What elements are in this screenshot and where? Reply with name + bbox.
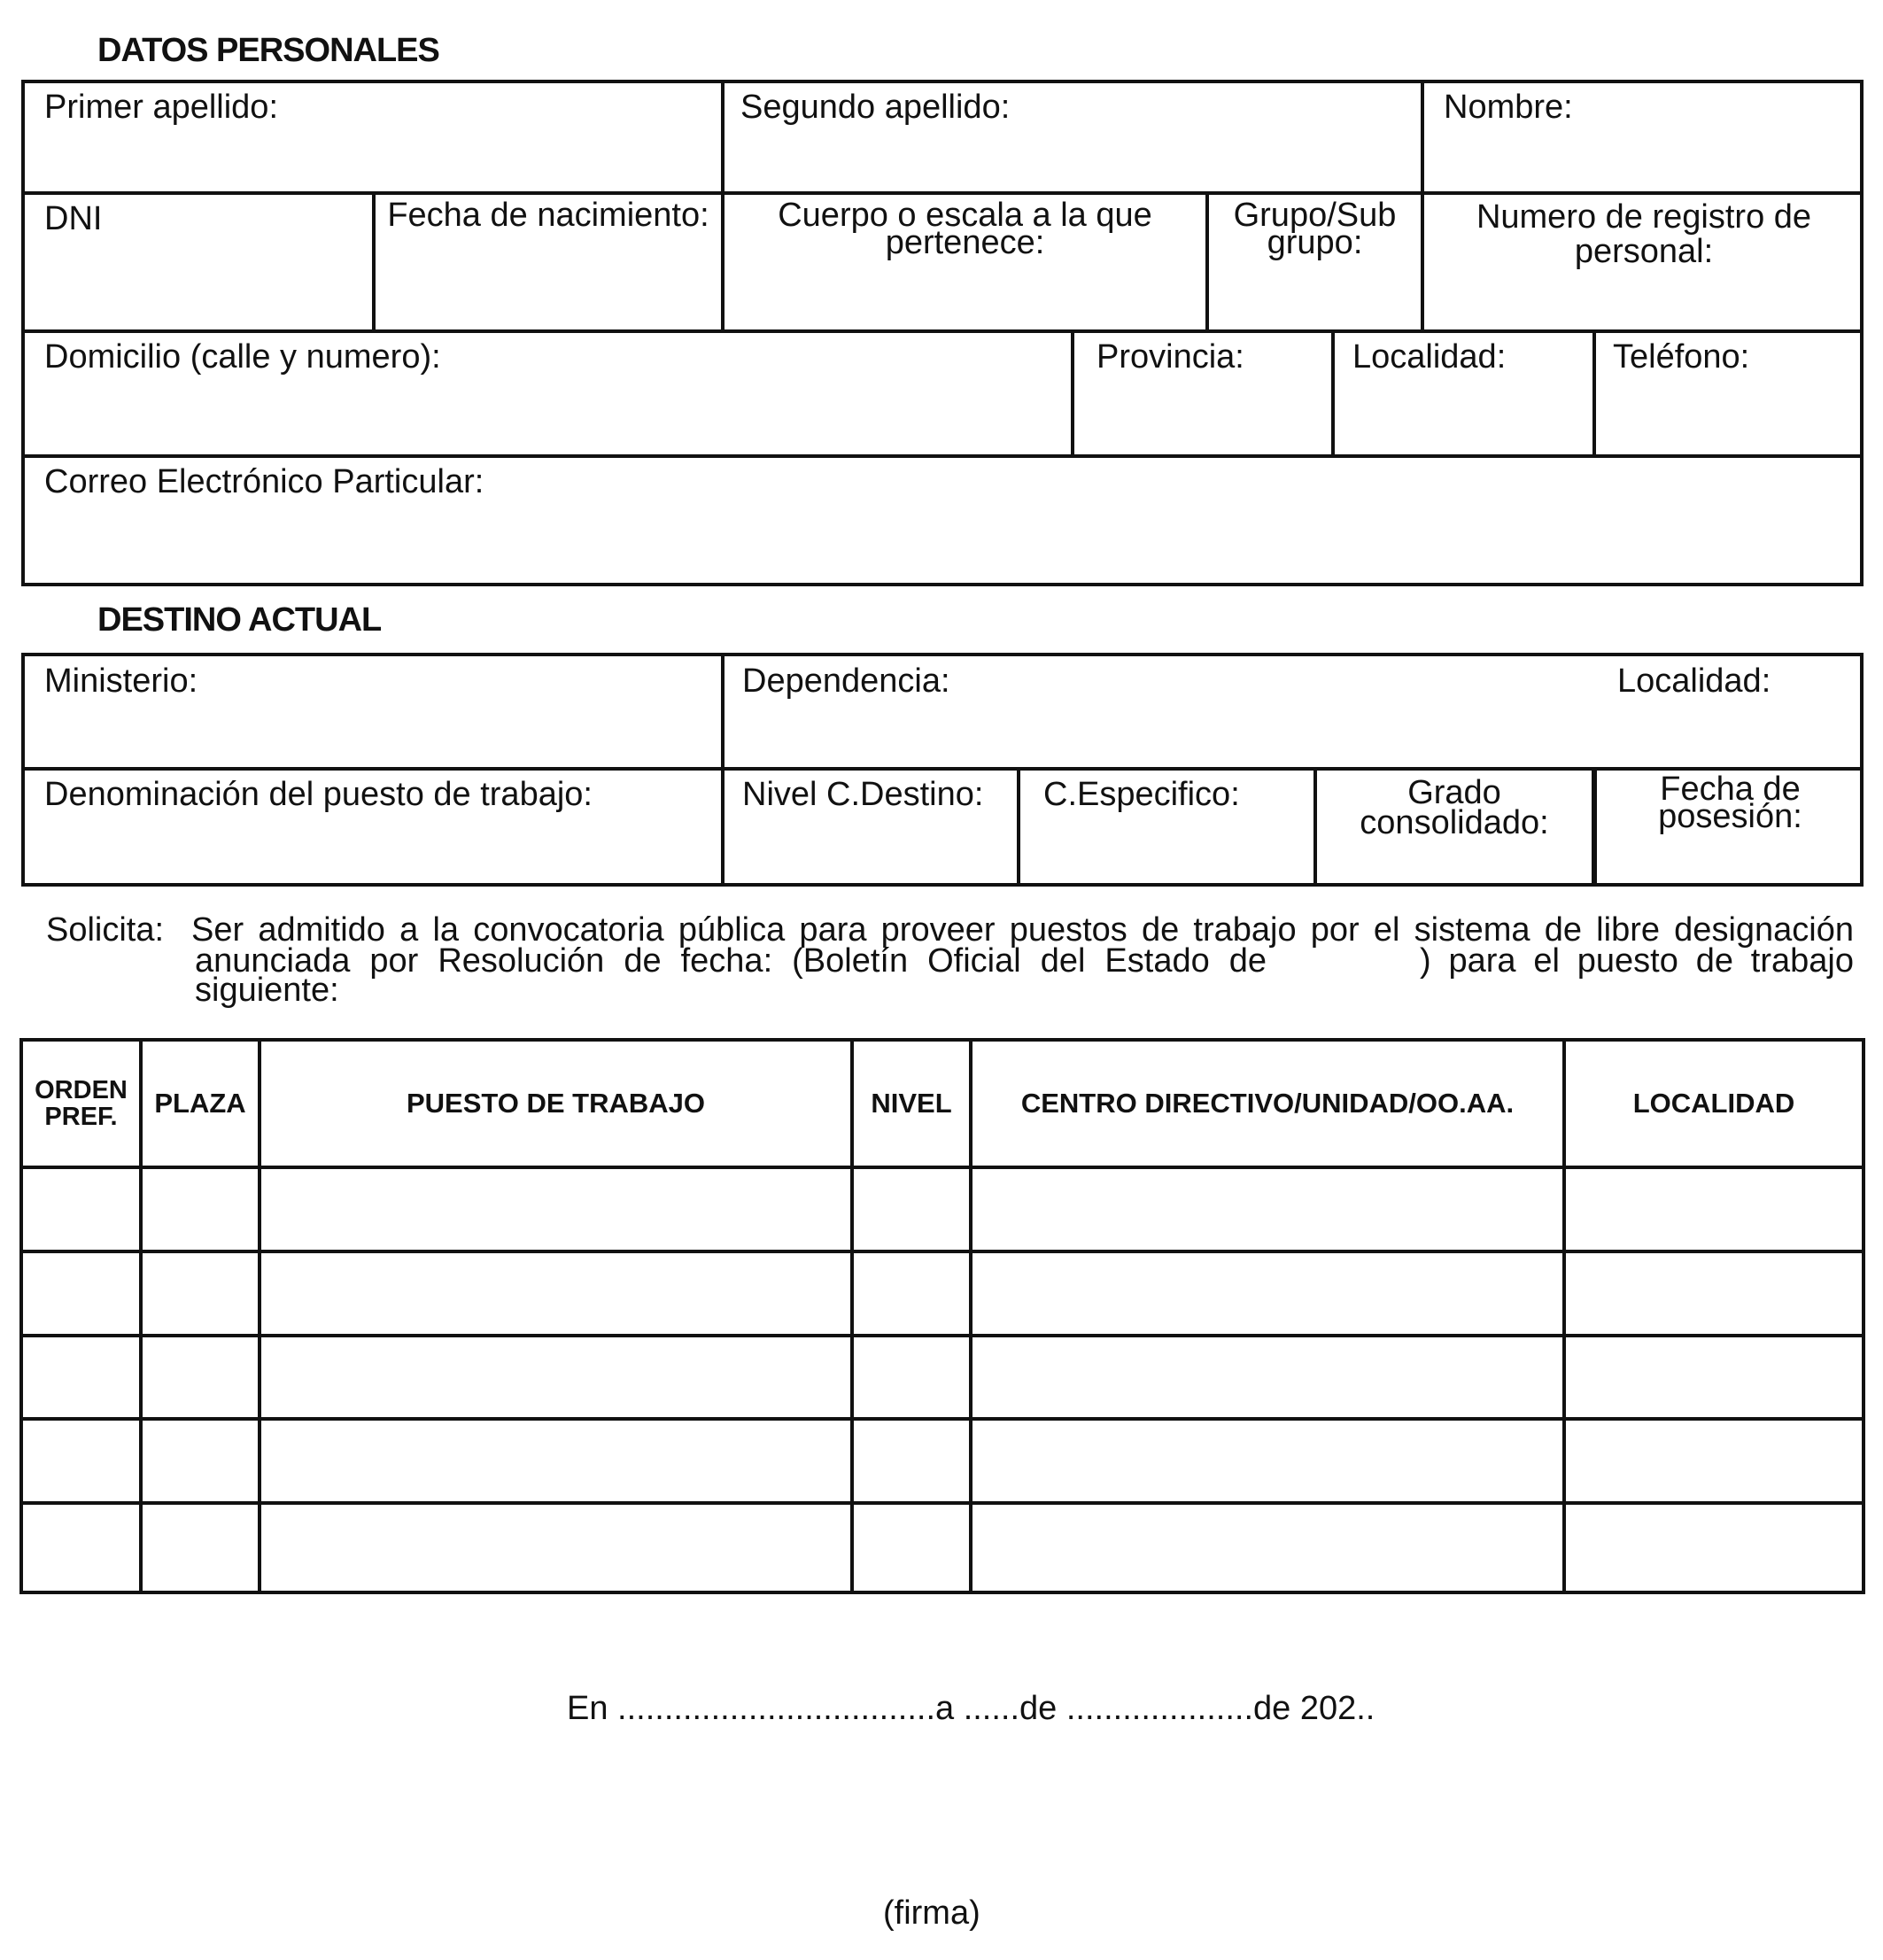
divider (1331, 329, 1335, 458)
column-header-nivel: NIVEL (871, 1088, 952, 1119)
firma-label: (firma) (883, 1894, 980, 1932)
section-heading-datos-personales: DATOS PERSONALES (97, 32, 439, 69)
section-heading-destino-actual: DESTINO ACTUAL (97, 601, 382, 639)
divider (21, 767, 1864, 771)
divider (1017, 767, 1020, 887)
field-fecha-posesion[interactable]: Fecha de posesión: (1658, 771, 1802, 835)
solicita-line-2a: anunciada por Resolución de fecha: (Boletín Oficial del Estado de (195, 942, 1267, 980)
divider (21, 329, 1864, 333)
solicita-line-3: siguiente: (195, 972, 339, 1009)
column-header-centro-directivo: CENTRO DIRECTIVO/UNIDAD/OO.AA. (1020, 1088, 1515, 1119)
column-header-localidad: LOCALIDAD (1632, 1088, 1795, 1119)
field-provincia[interactable]: Provincia: (1096, 338, 1244, 376)
date-line: En ..................................a ......de ....................de 202.. (567, 1690, 1375, 1727)
field-segundo-apellido[interactable]: Segundo apellido: (740, 89, 1011, 126)
table-row[interactable] (23, 1169, 1862, 1250)
datos-personales-table (21, 80, 1864, 586)
solicita-label: Solicita: (46, 911, 165, 949)
divider (1592, 329, 1596, 458)
divider (21, 191, 1864, 195)
field-dni[interactable]: DNI (44, 200, 103, 237)
table-row[interactable] (23, 1421, 1862, 1501)
column-header-puesto: PUESTO DE TRABAJO (406, 1088, 706, 1119)
table-row[interactable] (23, 1505, 1862, 1591)
field-nombre[interactable]: Nombre: (1444, 89, 1573, 126)
field-grado-consolidado[interactable]: Grado consolidado: (1360, 774, 1549, 841)
field-dependencia[interactable]: Dependencia: (742, 662, 950, 700)
column-header-plaza: PLAZA (154, 1088, 246, 1119)
solicita-line-1: Ser admitido a la convocatoria pública para proveer puestos de trabajo por el sistema de libre designación (191, 911, 1854, 949)
field-telefono[interactable]: Teléfono: (1613, 338, 1750, 376)
column-header-orden: ORDEN PREF. (35, 1076, 128, 1131)
field-complemento-especifico[interactable]: C.Especifico: (1043, 776, 1240, 813)
field-localidad[interactable]: Localidad: (1352, 338, 1507, 376)
divider (721, 653, 725, 887)
field-correo[interactable]: Correo Electrónico Particular: (44, 463, 484, 500)
field-nivel-destino[interactable]: Nivel C.Destino: (742, 776, 984, 813)
field-grupo-subgrupo[interactable]: Grupo/Sub grupo: (1233, 197, 1397, 261)
divider (21, 454, 1864, 458)
field-localidad-destino[interactable]: Localidad: (1617, 662, 1771, 700)
field-primer-apellido[interactable]: Primer apellido: (44, 89, 278, 126)
field-fecha-nacimiento[interactable]: Fecha de nacimiento: (387, 197, 709, 234)
field-denominacion-puesto[interactable]: Denominación del puesto de trabajo: (44, 776, 593, 813)
divider (1071, 329, 1074, 458)
table-row[interactable] (23, 1337, 1862, 1417)
field-cuerpo-escala[interactable]: Cuerpo o escala a la que pertenece: (778, 197, 1152, 261)
field-numero-registro[interactable]: Numero de registro de personal: (1476, 198, 1812, 270)
field-ministerio[interactable]: Ministerio: (44, 662, 198, 700)
solicita-line-2b: ) para el puesto de trabajo (1420, 942, 1854, 980)
table-row[interactable] (23, 1253, 1862, 1334)
field-domicilio[interactable]: Domicilio (calle y numero): (44, 338, 441, 376)
